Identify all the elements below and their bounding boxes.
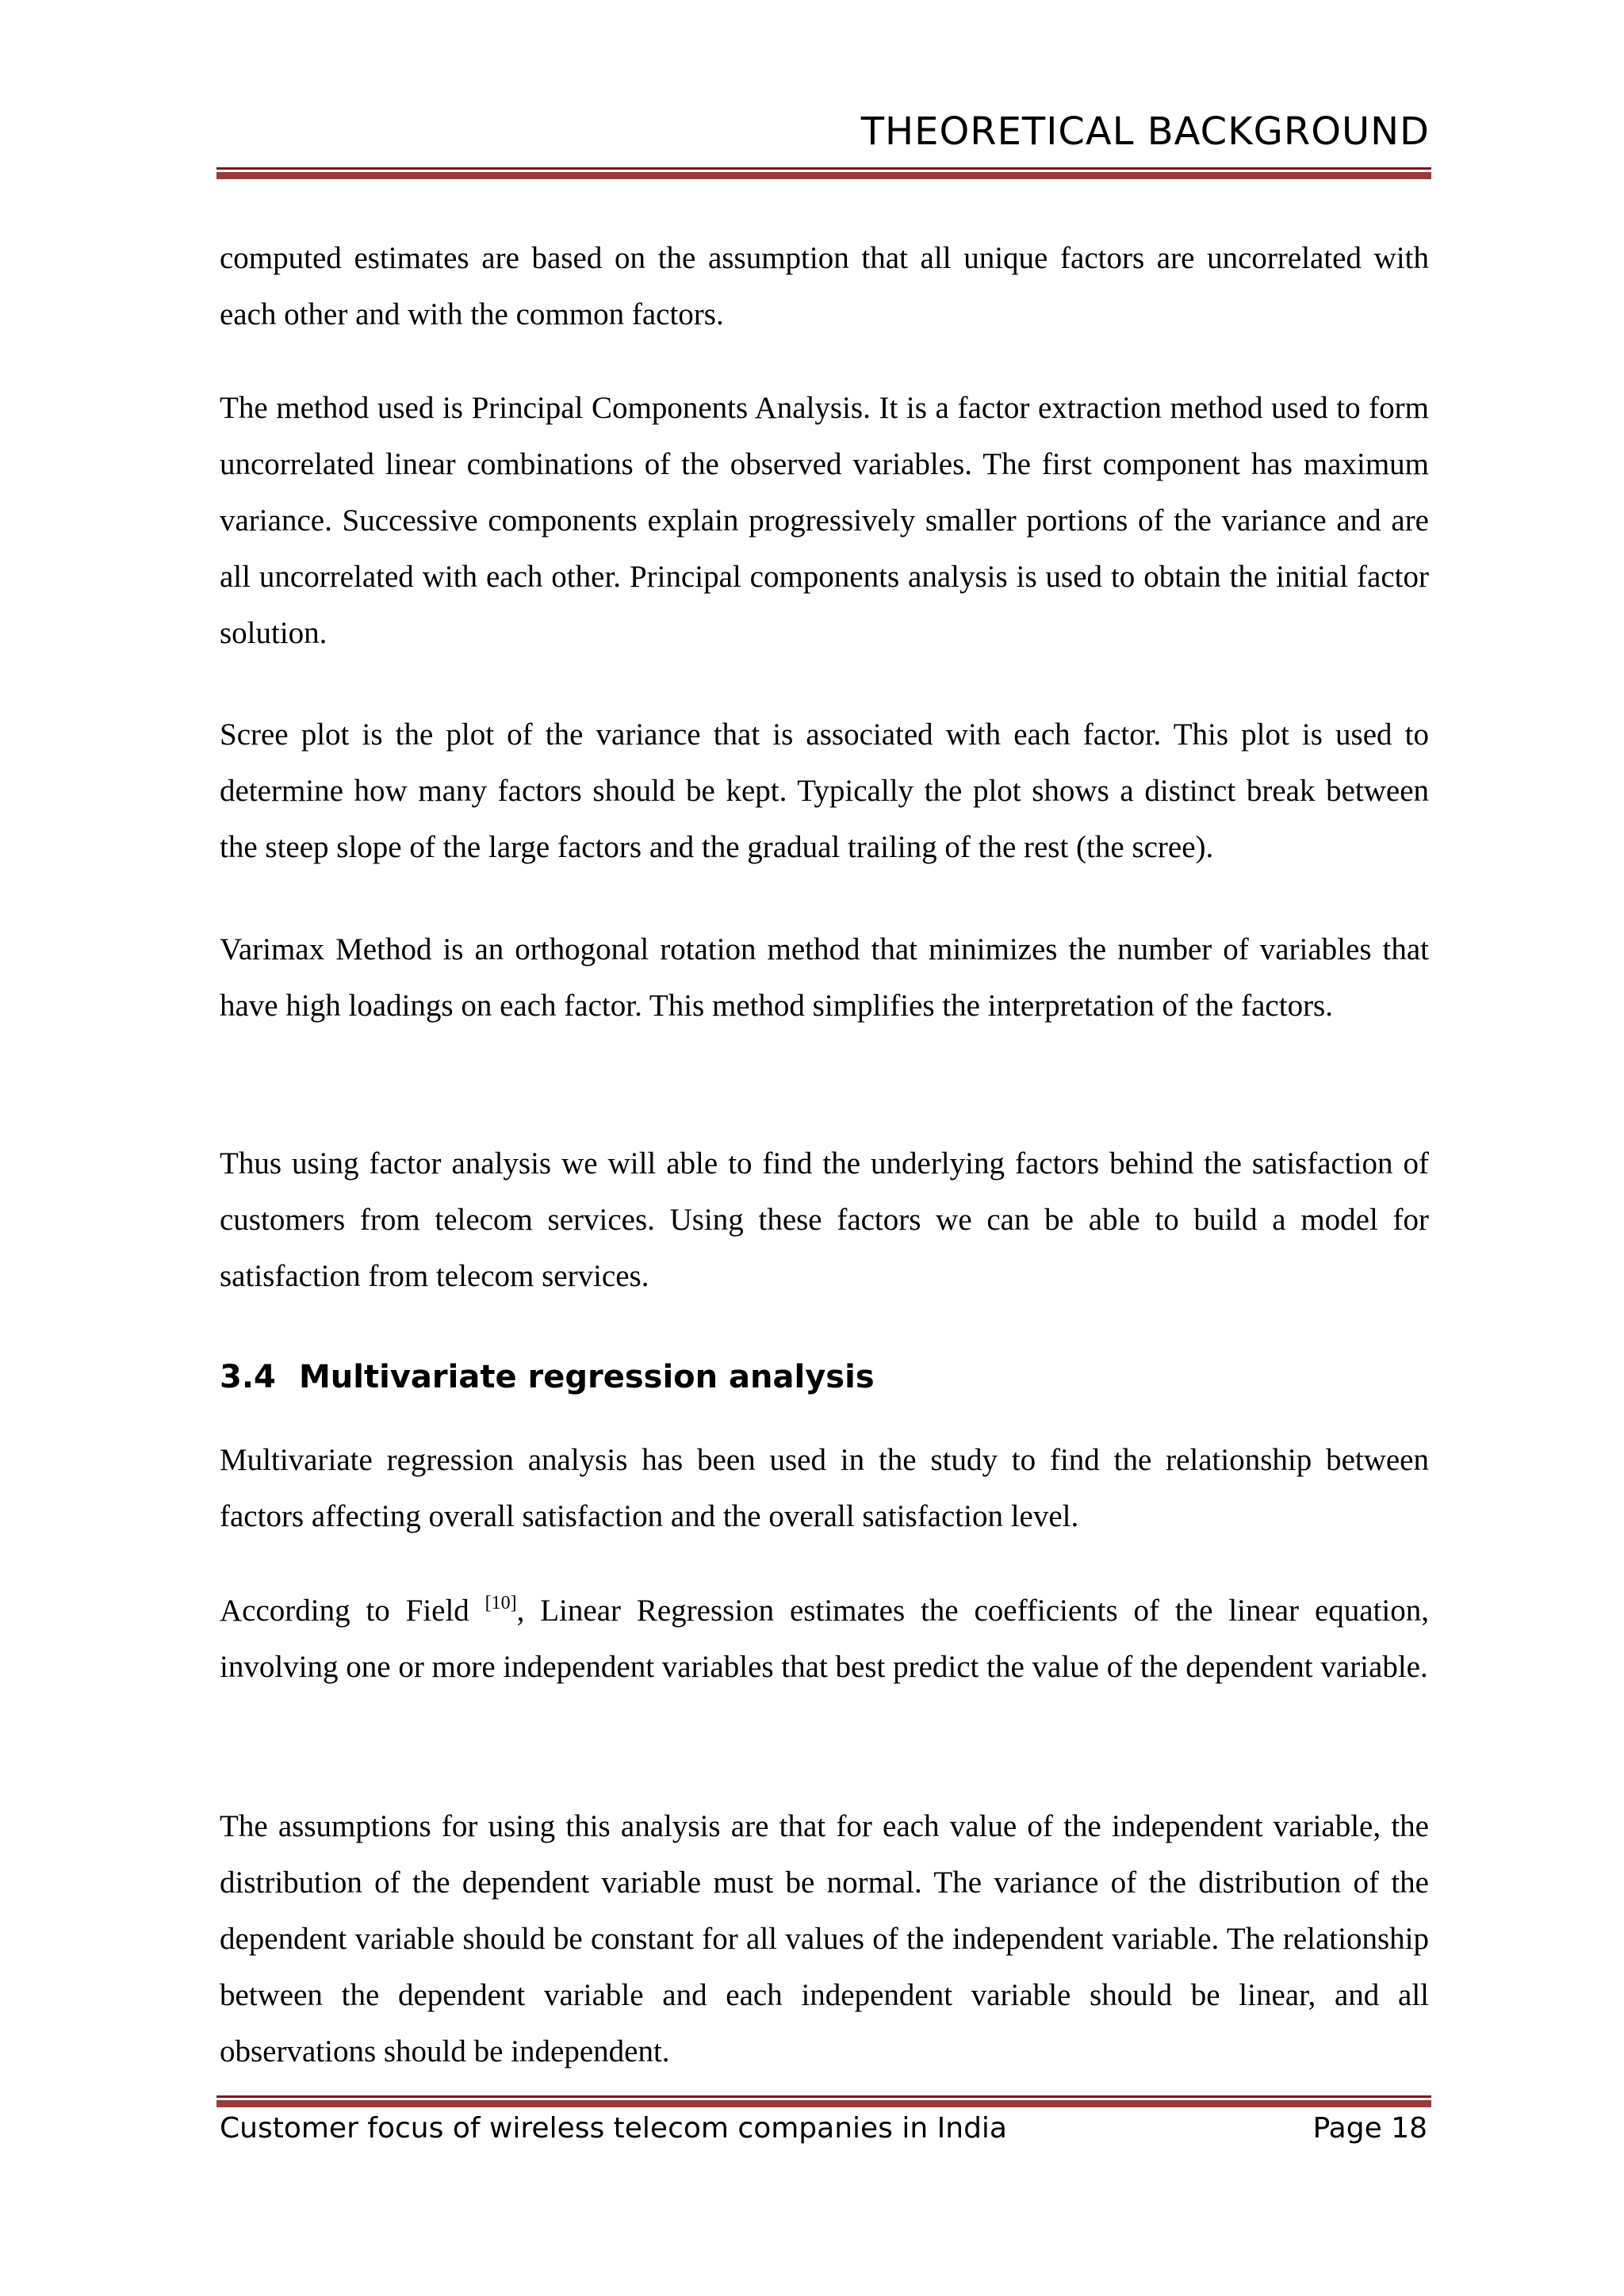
- paragraph-factor-estimates: computed estimates are based on the assumption that all unique factors are uncorrelated with each other and with the common factors.: [220, 241, 1429, 331]
- paragraph-scree-plot: Scree plot is the plot of the variance that is associated with each factor. This plot is used to determine how many factors should be kept. Typically the plot shows a distinct break between the steep slope of the large factors and the gradual trailing of the rest (the scree).: [220, 718, 1429, 864]
- footer-rule: [216, 2095, 1431, 2107]
- paragraph-linear-regression: [220, 1582, 1429, 1695]
- paragraph-text-end: , Linear Regression estimates the coefficients of the linear equation, involving one or more independent variables that best predict the value of the dependent variable.: [220, 1594, 1429, 1684]
- paragraph-assumptions: The assumptions for using this analysis are that for each value of the independent variable, the distribution of the dependent variable must be normal. The variance of the distribution of the dependent variable should be constant for all values of the independent variable. The relationship between the dependent variable and each independent variable should be linear, and all observations should be independent.: [220, 1809, 1429, 2068]
- paragraph-varimax: Varimax Method is an orthogonal rotation method that minimizes the number of variables that have high loadings on each factor. This method simplifies the interpretation of the factors.: [220, 932, 1429, 1023]
- section-heading: [220, 1358, 1429, 1396]
- paragraph-multivariate-intro: Multivariate regression analysis has been used in the study to find the relationship between factors affecting overall satisfaction and the overall satisfaction level.: [220, 1443, 1429, 1533]
- footer-document-title: Customer focus of wireless telecom companies in India: [220, 2112, 1007, 2145]
- section-title: Multivariate regression analysis: [299, 1359, 875, 1395]
- header-rule: [216, 167, 1431, 179]
- running-header: THEORETICAL BACKGROUND: [860, 109, 1430, 154]
- paragraph-text-start: According to Field: [220, 1594, 485, 1628]
- paragraph-principal-components: The method used is Principal Components Analysis. It is a factor extraction method used to form uncorrelated linear combinations of the observed variables. The first component has maximum variance. Successive components explain progressively smaller portions of the variance and are all uncorrelated with each other. Principal components analysis is used to obtain the initial factor solution.: [220, 391, 1429, 650]
- footer-page-number: Page 18: [1312, 2112, 1427, 2145]
- citation-reference: [10]: [485, 1593, 517, 1613]
- paragraph-factor-analysis-summary: Thus using factor analysis we will able to find the underlying factors behind the satisfaction of customers from telecom services. Using these factors we can be able to build a model for satisfaction from telecom services.: [220, 1146, 1429, 1293]
- section-number: 3.4: [220, 1359, 276, 1395]
